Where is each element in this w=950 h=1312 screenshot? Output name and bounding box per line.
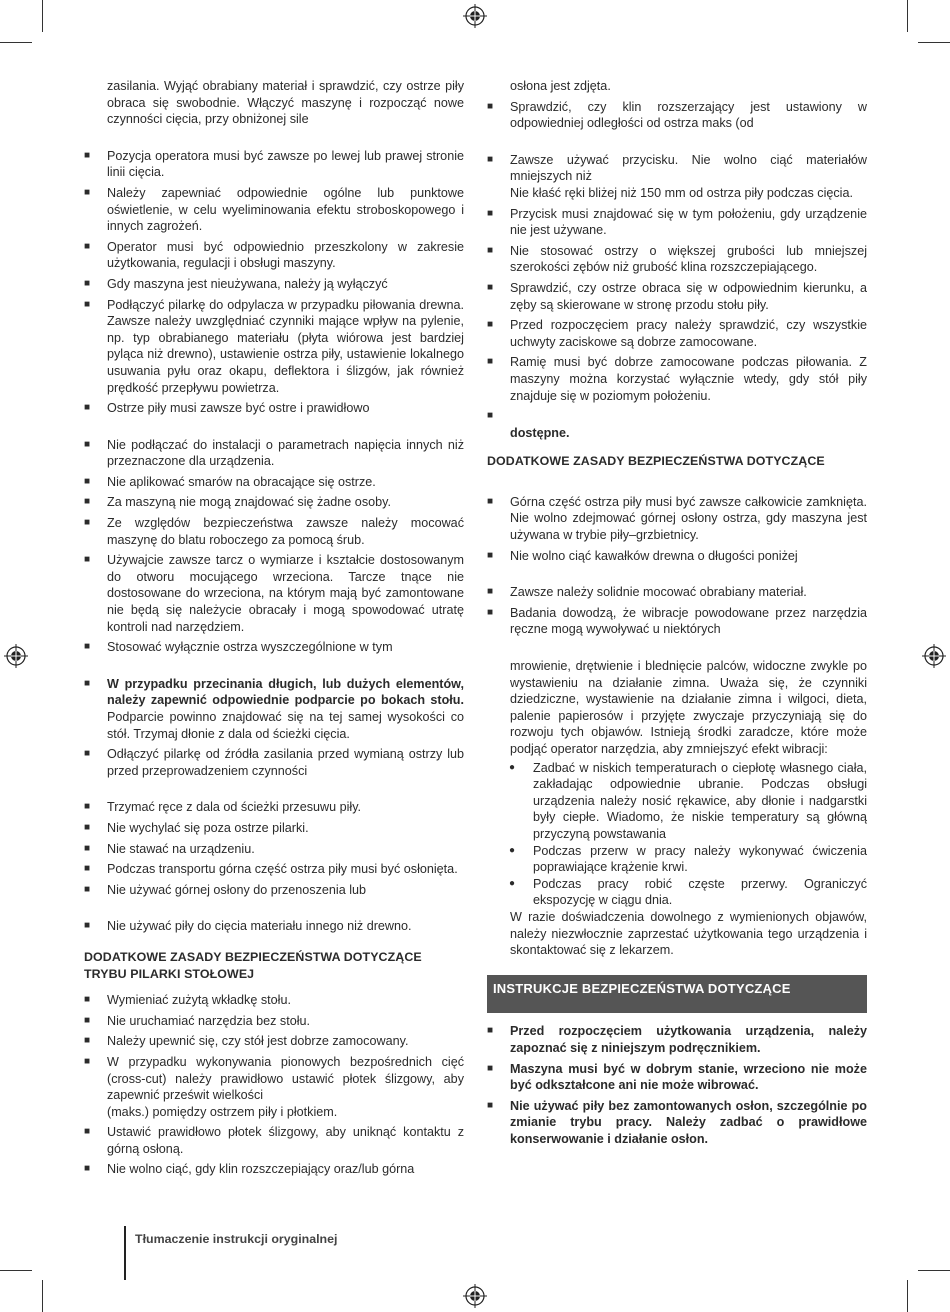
dot-icon: ●: [509, 844, 516, 856]
bullet-icon: ■: [84, 240, 91, 252]
bullet-icon: ■: [487, 1025, 494, 1037]
dot-icon: ●: [509, 877, 516, 889]
bullet-icon: ■: [84, 1035, 91, 1047]
bullet-icon: ■: [84, 475, 91, 487]
list-item-bold: ■ W przypadku przecinania długich, lub dużych elementów, należy zapewnić odpowiednie podparcie po bokach stołu. Podparcie powinno znajdować się na tej samej wysokości co stół. Trzymaj dłonie z dala od ścieżki cięcia.: [84, 676, 464, 741]
bullet-icon: ■: [487, 495, 494, 507]
list-item: ■ Stosować wyłącznie ostrza wyszczególnione w tym: [84, 640, 393, 655]
list-item-bold: ■ Maszyna musi być w dobrym stanie, wrzeciono nie może być odkształcone ani nie może wibrować.: [487, 1061, 867, 1093]
bullet-icon: ■: [84, 842, 91, 854]
list-item: ■ Ostrze piły musi zawsze być ostre i prawidłowo: [84, 401, 370, 416]
list-item: ■ Sprawdzić, czy klin rozszerzający jest ustawiony w odpowiedniej odległości od ostrza maks (od: [487, 99, 867, 131]
list-item: ■ Nie wolno ciąć kawałków drewna o długości poniżej: [487, 548, 798, 563]
footer-rule: [124, 1226, 126, 1280]
bullet-icon: ■: [84, 920, 91, 932]
bullet-icon: ■: [487, 244, 494, 256]
available-label: dostępne.: [510, 425, 570, 440]
bullet-icon: ■: [84, 863, 91, 875]
right-column: [487, 78, 867, 1147]
crop-mark-bl-v: [42, 1280, 43, 1312]
list-item: ■ Nie wychylać się poza ostrze pilarki.: [84, 820, 309, 835]
left-column: [84, 78, 464, 1178]
list-item: ■ Ze względów bezpieczeństwa zawsze należy mocować maszynę do blatu roboczego za pomocą śrub.: [84, 516, 464, 547]
shaded-section-heading: INSTRUKCJE BEZPIECZEŃSTWA DOTYCZĄCE: [487, 975, 867, 1014]
bullet-icon: ■: [487, 1099, 494, 1111]
list-item: ■ Nie wolno ciąć, gdy klin rozszczepiający oraz/lub górna: [84, 1162, 415, 1177]
crop-mark-tl-h: [0, 42, 32, 43]
list-item: ■ Badania dowodzą, że wibracje powodowane przez narzędzia ręczne mogą wywoływać u niektórych: [487, 605, 867, 637]
list-item: ■ Odłączyć pilarkę od źródła zasilania przed wymianą ostrzy lub przed przeprowadzeniem czynności: [84, 747, 464, 778]
sub-list-item: ● Podczas pracy robić częste przerwy. Ograniczyć ekspozycję w ciągu dnia.: [509, 876, 867, 908]
bullet-icon: ■: [487, 549, 494, 561]
registration-mark-top-icon: [463, 4, 487, 28]
sub-list-item: ● Zadbać w niskich temperaturach o ciepłotę własnego ciała, zakładając odpowiednie ubranie. Podczas obsługi urządzenia należy nosić rękawice, aby dłonie i nadgarstki były ciepłe. Wiadomo, że niskie temperatury są główną przyczyną powstawania: [509, 760, 867, 841]
list-item: ■ Należy zapewniać odpowiednie ogólne lub punktowe oświetlenie, w celu wyeliminowania efektu stroboskopowego i innych zagrożeń.: [84, 185, 464, 234]
bullet-icon: ■: [487, 586, 494, 598]
registration-mark-left-icon: [4, 644, 28, 668]
list-item: ■ Nie używać górnej osłony do przenoszenia lub: [84, 882, 367, 897]
list-item: ■ Używajcie zawsze tarcz o wymiarze i kształcie dostosowanym do otworu mocującego wrzeciona. Tarcze tnące nie dostosowane do wrzeciona, na którym mają być zamontowane nie będą się należycie obracały i mogą spowodować utratę kontroli nad narzędziem.: [84, 553, 464, 634]
list-item: ■ Górna część ostrza piły musi być zawsze całkowicie zamknięta. Nie wolno zdejmować górnej osłony ostrza, gdy maszyna jest używana w trybie piły–grzbietnicy.: [487, 494, 867, 543]
list-item: ■ Wymieniać zużytą wkładkę stołu.: [84, 993, 291, 1008]
bullet-icon: ■: [84, 438, 91, 450]
bullet-icon: ■: [84, 496, 91, 508]
list-item: ■ Należy upewnić się, czy stół jest dobrze zamocowany.: [84, 1034, 409, 1049]
bullet-icon: ■: [487, 1062, 494, 1074]
list-item: ■ Podłączyć pilarkę do odpylacza w przypadku piłowania drewna. Zawsze należy uwzględniać czynniki mające wpływ na pylenie, np. typ obrabianego materiału (płyta wiórowa jest bardziej pyląca niż drewno), ustawienie ostrza piły, ustawienie lokalnego usuwania pyłu oraz okapu, deflektora i ślizgów, jak również prędkość przepływu powietrza.: [84, 297, 464, 395]
bullet-icon: ■: [84, 149, 91, 161]
bullet-icon: ■: [84, 994, 91, 1006]
bullet-icon: ■: [487, 319, 494, 331]
registration-mark-right-icon: [922, 644, 946, 668]
bullet-icon: ■: [487, 100, 494, 112]
bullet-icon: ■: [487, 207, 494, 219]
footer-text: Tłumaczenie instrukcji oryginalnej: [135, 1232, 338, 1246]
section-heading-table-saw: DODATKOWE ZASADY BEZPIECZEŃSTWA DOTYCZĄCE TRYBU PILARKI STOŁOWEJ: [84, 949, 422, 981]
bullet-icon: ■: [84, 821, 91, 833]
bullet-icon: ■: [84, 186, 91, 198]
bullet-icon: ■: [84, 677, 91, 689]
section-heading-extra: DODATKOWE ZASADY BEZPIECZEŃSTWA DOTYCZĄCE: [487, 454, 825, 469]
list-item: ■ Pozycja operatora musi być zawsze po lewej lub prawej stronie linii cięcia.: [84, 148, 464, 180]
bullet-icon: ■: [487, 153, 494, 165]
left-intro: zasilania. Wyjąć obrabiany materiał i sprawdzić, czy ostrze piły obraca się swobodnie. Włączyć maszynę i rozpocząć nowe czynności cięcia, przy obniżonej sile: [107, 79, 464, 127]
list-item: ■ Gdy maszyna jest nieużywana, należy ją wyłączyć: [84, 276, 388, 291]
list-item: [487, 408, 867, 441]
right-intro: osłona jest zdjęta.: [510, 79, 611, 93]
list-item: ■ Sprawdzić, czy ostrze obraca się w odpowiednim kierunku, a zęby są skierowane w stronę przodu stołu piły.: [487, 280, 867, 312]
list-item: ■ Zawsze należy solidnie mocować obrabiany materiał.: [487, 585, 807, 600]
list-item: ■ Ramię musi być dobrze zamocowane podczas piłowania. Z maszyny można korzystać wyłącznie wtedy, gdy stół piły znajduje się w poziomym położeniu.: [487, 355, 867, 403]
list-item: ■ Nie stosować ostrzy o większej grubości lub mniejszej szerokości zębów niż grubość klina rozszczepiającego.: [487, 243, 867, 275]
bullet-icon: ■: [84, 1014, 91, 1026]
registration-mark-bottom-icon: [463, 1284, 487, 1308]
list-item: ■ Przycisk musi znajdować się w tym położeniu, gdy urządzenie nie jest używane.: [487, 206, 867, 238]
bullet-icon: ■: [487, 606, 494, 618]
bullet-icon: ■: [487, 410, 494, 422]
bullet-icon: ■: [84, 554, 91, 566]
list-item-bold: ■ Nie używać piły bez zamontowanych osłon, szczególnie po zmianie trybu pracy. Należy zadbać o prawidłowe konserwowanie i działanie osłon.: [487, 1098, 867, 1146]
bullet-icon: ■: [487, 281, 494, 293]
list-item: ■ Nie podłączać do instalacji o parametrach napięcia innych niż przeznaczone dla urządzenia.: [84, 437, 464, 469]
bullet-icon: ■: [84, 402, 91, 414]
list-item: ■ Nie używać piły do cięcia materiału innego niż drewno.: [84, 919, 412, 934]
list-item: ■ Ustawić prawidłowo płotek ślizgowy, aby uniknąć kontaktu z górną osłoną.: [84, 1125, 464, 1156]
bullet-icon: ■: [487, 356, 494, 368]
crop-mark-tl-v: [42, 0, 43, 32]
crop-mark-tr-h: [918, 42, 950, 43]
list-item: ■ Operator musi być odpowiednio przeszkolony w zakresie użytkowania, regulacji i obsługi maszyny.: [84, 239, 464, 271]
crop-mark-br-h: [918, 1270, 950, 1271]
bullet-icon: ■: [84, 883, 91, 895]
list-item: ■ Za maszyną nie mogą znajdować się żadne osoby.: [84, 495, 391, 510]
vibration-paragraph: mrowienie, drętwienie i blednięcie palców, widoczne zwykle po wystawieniu na działanie zimna. Uważa się, że czynniki dziedziczne, wystawienie na działanie zimna i wilgoci, dieta, palenie papierosów i przyjęte zwyczaje przyczyniają się do rozwoju tych objawów. Istnieją środki zaradcze, które może podjąć operator narzędzia, aby zmniejszyć efekt wibracji:: [510, 659, 867, 756]
list-item-bold: ■ Przed rozpoczęciem użytkowania urządzenia, należy zapoznać się z niniejszym podręcznikiem.: [487, 1024, 867, 1055]
list-item: ■ Nie aplikować smarów na obracające się ostrze.: [84, 474, 376, 489]
bullet-icon: ■: [84, 517, 91, 529]
list-item: ■ Nie stawać na urządzeniu.: [84, 841, 255, 856]
bullet-icon: ■: [84, 801, 91, 813]
dot-icon: ●: [509, 761, 516, 773]
bullet-icon: ■: [84, 1126, 91, 1138]
crop-mark-bl-h: [0, 1270, 32, 1271]
bullet-icon: ■: [84, 748, 91, 760]
list-item: ■ Zawsze używać przycisku. Nie wolno ciąć materiałów mniejszych niż Nie kłaść ręki bliżej niż 150 mm od ostrza piły podczas cięcia.: [487, 152, 867, 200]
bullet-icon: ■: [84, 298, 91, 310]
closing-paragraph: W razie doświadczenia dowolnego z wymienionych objawów, należy niezwłocznie zaprzestać użytkowania tego urządzenia i skontaktować się z lekarzem.: [510, 909, 867, 958]
crop-mark-br-v: [907, 1280, 908, 1312]
list-item: ■ Nie uruchamiać narzędzia bez stołu.: [84, 1013, 311, 1028]
crop-mark-tr-v: [907, 0, 908, 32]
list-item: ■ Podczas transportu górna część ostrza piły musi być osłonięta.: [84, 862, 458, 877]
list-item: ■ Przed rozpoczęciem pracy należy sprawdzić, czy wszystkie uchwyty zaciskowe są dobrze zamocowane.: [487, 318, 867, 349]
bullet-icon: ■: [84, 1163, 91, 1175]
list-item: ■ Trzymać ręce z dala od ścieżki przesuwu piły.: [84, 800, 362, 815]
bullet-icon: ■: [84, 277, 91, 289]
bullet-icon: ■: [84, 641, 91, 653]
list-item: ■ W przypadku wykonywania pionowych bezpośrednich cięć (cross-cut) należy prawidłowo ustawić płotek ślizgowy, aby zapewnić prześwit wielkości (maks.) pomiędzy ostrzem piły i płotkiem.: [84, 1054, 464, 1119]
sub-list-item: ● Podczas przerw w pracy należy wykonywać ćwiczenia poprawiające krążenie krwi.: [509, 843, 867, 875]
bullet-icon: ■: [84, 1055, 91, 1067]
